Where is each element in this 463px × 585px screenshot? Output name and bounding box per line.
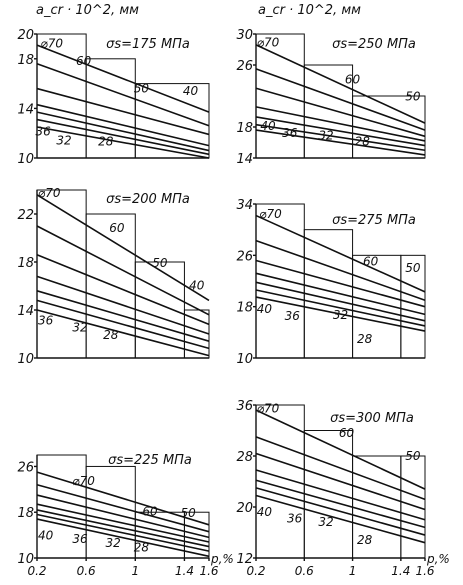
curve-label: 32 xyxy=(332,307,349,322)
curve-label: 50 xyxy=(180,505,196,520)
grid-box xyxy=(135,262,184,358)
curve-label: 36 xyxy=(72,532,88,547)
x-axis-label: p,% xyxy=(427,552,450,566)
panel-title: σs=225 МПа xyxy=(108,453,192,468)
chart-panel-6 xyxy=(236,399,449,578)
y-axis-label-right: a_cr · 10^2, мм xyxy=(258,3,361,18)
y-tick-label: 26 xyxy=(236,59,253,74)
curve-label: 40 xyxy=(256,504,273,519)
y-tick-label: 18 xyxy=(236,300,253,316)
series-line-70 xyxy=(37,45,209,112)
series-line-60 xyxy=(37,226,209,315)
series-line-32 xyxy=(37,515,209,552)
x-tick-label: 1.4 xyxy=(391,564,411,578)
y-tick-label: 10 xyxy=(17,152,34,167)
curve-label: 32 xyxy=(105,536,121,551)
curve-label: 60 xyxy=(109,221,125,235)
curve-label: 60 xyxy=(338,425,355,440)
curve-label: 36 xyxy=(35,124,51,139)
grid-box xyxy=(304,431,352,559)
panel-title: σs=250 МПа xyxy=(332,37,416,52)
curve-label: 60 xyxy=(142,504,158,519)
curve-label: 40 xyxy=(37,528,54,543)
curve-label: 50 xyxy=(133,81,150,96)
chart-panel-5 xyxy=(17,453,233,578)
y-tick-label: 18 xyxy=(17,52,34,68)
chart-panel-2 xyxy=(236,28,425,167)
y-tick-label: 14 xyxy=(17,304,34,319)
panel-title: σs=275 МПа xyxy=(332,213,416,228)
y-tick-label: 34 xyxy=(236,198,253,213)
x-tick-label: 1 xyxy=(131,564,140,578)
chart-panel-1 xyxy=(17,28,209,167)
series-line-60 xyxy=(256,437,425,499)
curve-label: 32 xyxy=(72,320,88,335)
curve-label: 28 xyxy=(133,540,150,555)
curve-label: 32 xyxy=(56,133,72,148)
curve-label: 28 xyxy=(357,332,373,347)
y-tick-label: 36 xyxy=(236,399,253,414)
curve-label: ⌀70 xyxy=(40,36,63,51)
x-axis-label: p,% xyxy=(211,552,234,566)
x-tick-label: 0.6 xyxy=(76,564,96,578)
curve-label: 40 xyxy=(189,278,205,293)
curve-label: 28 xyxy=(357,532,373,547)
x-tick-label: 1 xyxy=(348,564,357,578)
y-tick-label: 18 xyxy=(17,506,34,522)
y-tick-label: 28 xyxy=(236,450,253,465)
curve-label: ⌀70 xyxy=(256,35,280,50)
curve-label: 60 xyxy=(344,72,361,87)
y-tick-label: 10 xyxy=(17,352,34,367)
y-tick-label: 22 xyxy=(17,208,34,223)
y-tick-label: 30 xyxy=(236,28,253,43)
x-tick-label: 1.6 xyxy=(199,564,219,578)
curve-label: ⌀70 xyxy=(72,473,95,488)
curve-label: 40 xyxy=(256,302,273,317)
curve-label: 50 xyxy=(405,89,421,104)
curve-label: 28 xyxy=(354,134,370,149)
curve-label: 28 xyxy=(98,134,114,149)
curve-label: 36 xyxy=(282,126,298,141)
y-tick-label: 14 xyxy=(236,152,253,167)
y-tick-label: 10 xyxy=(236,352,253,367)
grid-box xyxy=(401,456,425,558)
curve-label: 36 xyxy=(37,313,54,328)
curve-label: ⌀70 xyxy=(256,401,280,416)
curve-label: 60 xyxy=(363,254,379,269)
y-tick-label: 10 xyxy=(17,552,34,567)
curve-label: 50 xyxy=(152,255,168,270)
series-line-28 xyxy=(256,496,425,543)
y-tick-label: 18 xyxy=(236,121,253,136)
x-tick-label: 0.2 xyxy=(246,564,266,578)
series-line-50 xyxy=(256,260,425,306)
curve-label: 40 xyxy=(260,119,276,134)
y-tick-label: 26 xyxy=(236,249,253,265)
y-tick-label: 26 xyxy=(17,460,34,476)
panel-title: σs=200 МПа xyxy=(106,192,190,207)
y-tick-label: 20 xyxy=(236,501,253,516)
panel-title: σs=175 МПа xyxy=(106,37,190,52)
series-line-36 xyxy=(256,480,425,530)
series-line-36 xyxy=(37,291,209,341)
curve-label: 36 xyxy=(284,309,300,324)
y-tick-label: 20 xyxy=(17,28,34,43)
y-axis-label-left: a_cr · 10^2, мм xyxy=(36,3,139,18)
curve-label: 50 xyxy=(405,261,421,276)
y-tick-label: 14 xyxy=(17,102,34,118)
chart-panel-3 xyxy=(17,186,209,367)
series-line-28 xyxy=(37,310,209,356)
series-line-32 xyxy=(37,300,209,348)
y-tick-label: 18 xyxy=(17,256,34,271)
curve-label: ⌀70 xyxy=(259,207,282,222)
x-tick-label: 1.4 xyxy=(174,564,194,578)
y-tick-label: 12 xyxy=(236,552,253,567)
x-tick-label: 1.6 xyxy=(415,564,435,578)
curve-label: 36 xyxy=(286,511,303,526)
series-line-60 xyxy=(256,241,425,301)
x-tick-label: 0.6 xyxy=(294,564,314,578)
curve-label: 40 xyxy=(182,83,199,98)
chart-panel-4 xyxy=(236,198,425,367)
curve-label: 60 xyxy=(76,54,92,68)
curve-label: 28 xyxy=(103,327,119,342)
curve-label: 32 xyxy=(318,128,334,143)
x-tick-label: 0.2 xyxy=(27,564,47,578)
curve-label: ⌀70 xyxy=(38,186,61,201)
curve-label: 32 xyxy=(318,515,334,530)
curve-label: 50 xyxy=(405,448,421,463)
panel-title: σs=300 МПа xyxy=(330,411,414,426)
series-line-50 xyxy=(256,453,425,509)
